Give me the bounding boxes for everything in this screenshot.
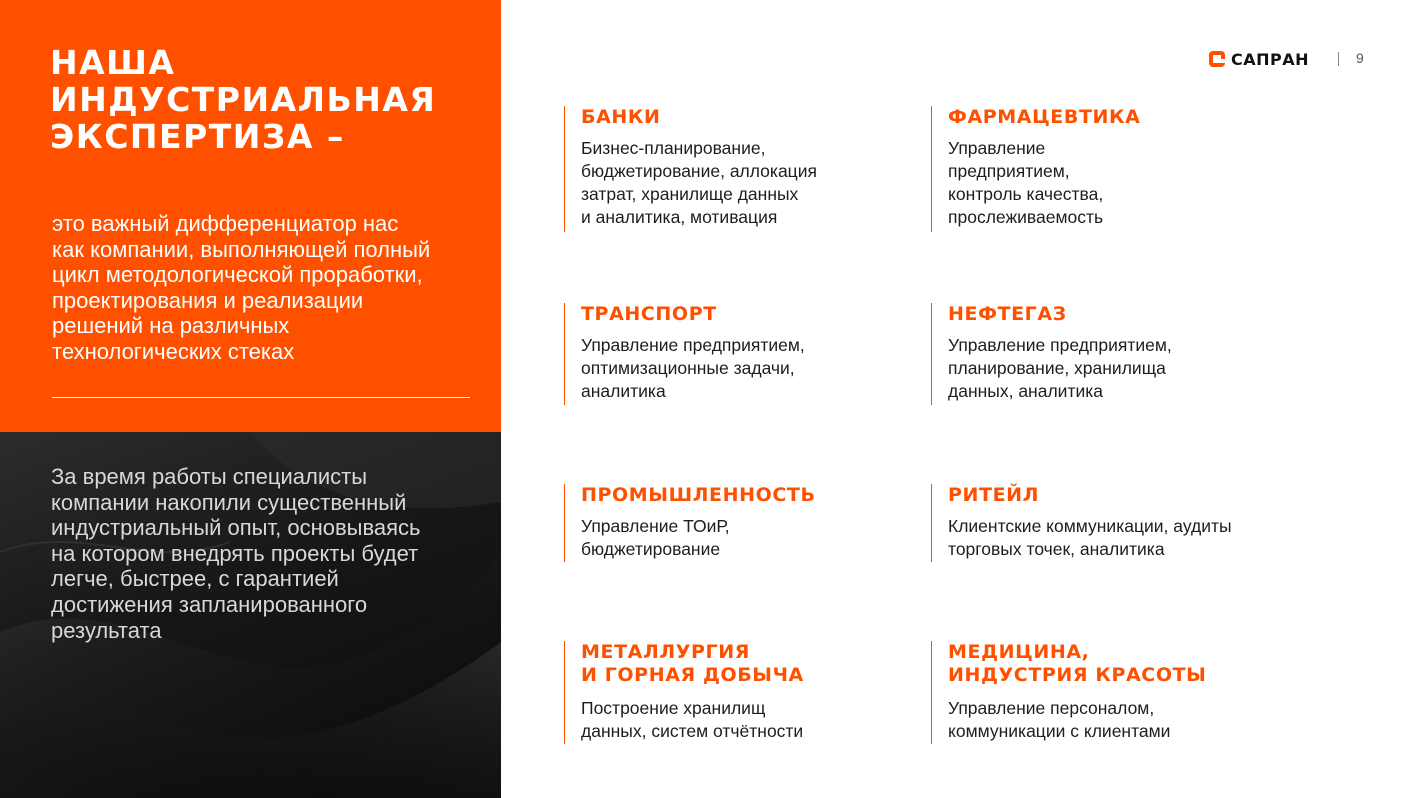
page-number: 9 xyxy=(1356,50,1364,66)
logo-text: САПРАН xyxy=(1231,49,1310,69)
industry-transport xyxy=(564,303,894,405)
experience-line: на котором внедрять проекты будет xyxy=(51,540,419,566)
industry-desc: Управление ТОиР, бюджетирование xyxy=(581,516,730,559)
industry-desc: Управление персоналом, коммуникации с клиентами xyxy=(948,698,1171,741)
industry-desc: Управление предприятием, контроль качества, прослеживаемость xyxy=(948,138,1104,227)
page-separator xyxy=(1338,52,1339,66)
logo-mark-icon xyxy=(1209,51,1225,67)
industry-pharma xyxy=(931,106,1291,232)
industry-desc: Клиентские коммуникации, аудиты торговых точек, аналитика xyxy=(948,516,1232,559)
industry-title: НЕФТЕГАЗ xyxy=(948,303,1067,325)
title-line: ИНДУСТРИАЛЬНАЯ xyxy=(50,80,437,119)
experience-line: легче, быстрее, с гарантией xyxy=(51,566,339,592)
industry-desc: Управление предприятием, оптимизационные задачи, аналитика xyxy=(581,335,805,401)
industry-oil-gas xyxy=(931,303,1291,405)
experience-line: индустриальный опыт, основываясь xyxy=(51,515,421,541)
experience-line: достижения запланированного xyxy=(51,591,368,617)
divider xyxy=(52,397,470,398)
page-title xyxy=(50,44,436,155)
experience-line: результата xyxy=(51,617,162,643)
intro-text xyxy=(52,211,482,364)
intro-line: решений на различных xyxy=(52,313,290,338)
experience-line: За время работы специалисты xyxy=(51,464,368,489)
intro-line: это важный дифференциатор нас xyxy=(52,211,399,236)
orange-panel xyxy=(0,0,501,432)
dark-panel xyxy=(0,432,501,798)
experience-text xyxy=(51,464,471,643)
title-line: ЭКСПЕРТИЗА – xyxy=(50,117,345,156)
industry-banks xyxy=(564,106,894,232)
intro-line: цикл методологической проработки, xyxy=(52,262,423,287)
industry-title: РИТЕЙЛ xyxy=(948,484,1040,506)
company-logo xyxy=(1209,49,1309,69)
intro-line: проектирования и реализации xyxy=(52,287,364,313)
industry-title: БАНКИ xyxy=(581,106,661,128)
industry-title: ТРАНСПОРТ xyxy=(581,303,717,325)
intro-line: технологических стеках xyxy=(52,338,295,364)
industry-medicine-beauty xyxy=(931,641,1311,744)
industry-desc: Построение хранилищ данных, систем отчётности xyxy=(581,698,804,741)
experience-line: компании накопили существенный xyxy=(51,489,407,515)
industry-manufacturing xyxy=(564,484,904,562)
industry-title: МЕДИЦИНА, ИНДУСТРИЯ КРАСОТЫ xyxy=(948,641,1207,686)
industry-desc: Управление предприятием, планирование, хранилища данных, аналитика xyxy=(948,335,1172,401)
title-line: НАША xyxy=(50,43,176,82)
industry-title: МЕТАЛЛУРГИЯ И ГОРНАЯ ДОБЫЧА xyxy=(581,641,804,686)
industry-title: ФАРМАЦЕВТИКА xyxy=(948,106,1141,128)
industry-desc: Бизнес-планирование, бюджетирование, аллокация затрат, хранилище данных и аналитика, мотивация xyxy=(581,138,817,227)
intro-line: как компании, выполняющей полный xyxy=(52,236,431,262)
industry-title: ПРОМЫШЛЕННОСТЬ xyxy=(581,484,816,506)
industry-retail xyxy=(931,484,1311,562)
industry-metallurgy-mining xyxy=(564,641,904,744)
